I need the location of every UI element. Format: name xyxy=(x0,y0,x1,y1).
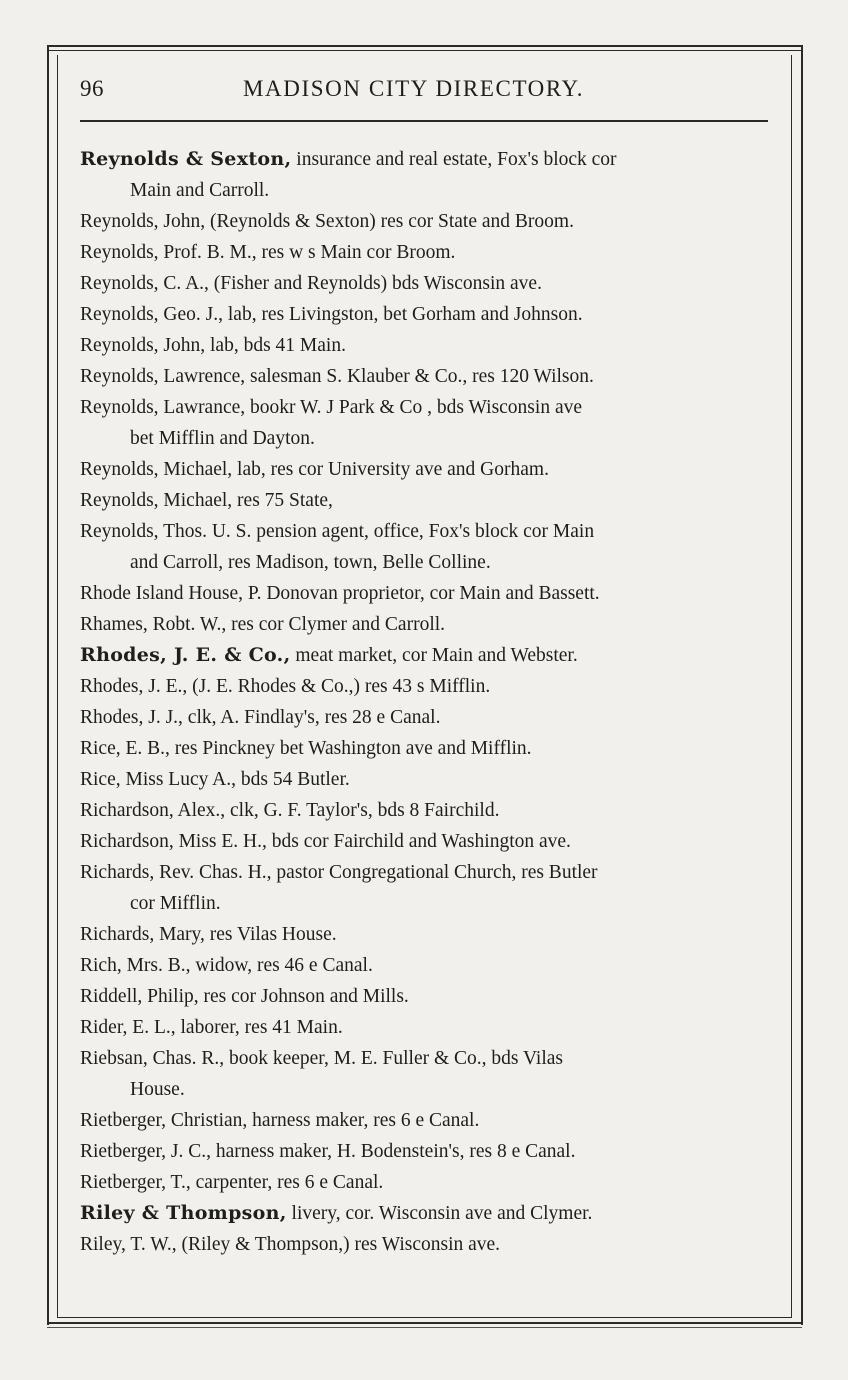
entry-continuation-line xyxy=(80,423,775,454)
entry-text: Richards, Rev. Chas. H., pastor Congregational Church, res Butler xyxy=(80,862,598,883)
entry-continuation-line xyxy=(80,888,775,919)
directory-entry xyxy=(80,330,775,361)
border-right-inner xyxy=(791,55,792,1317)
entry-business-name: Riley & Thompson, xyxy=(80,1202,287,1224)
entry-text: Reynolds, C. A., (Fisher and Reynolds) bds Wisconsin ave. xyxy=(80,273,542,294)
directory-entry xyxy=(80,485,775,516)
directory-entry xyxy=(80,1136,775,1167)
directory-entry xyxy=(80,919,775,950)
entry-continuation-line xyxy=(80,175,775,206)
directory-entries xyxy=(80,144,775,1260)
directory-entry xyxy=(80,206,775,237)
directory-entry xyxy=(80,950,775,981)
directory-entry xyxy=(80,237,775,268)
directory-entry xyxy=(80,702,775,733)
directory-entry xyxy=(80,1229,775,1260)
border-right-outer xyxy=(801,45,803,1325)
directory-entry xyxy=(80,516,775,547)
directory-entry xyxy=(80,981,775,1012)
border-top-outer xyxy=(47,45,802,47)
entry-text: Reynolds, Michael, res 75 State, xyxy=(80,490,333,511)
entry-text: cor Mifflin. xyxy=(130,893,221,914)
entry-text: Rietberger, J. C., harness maker, H. Bodenstein's, res 8 e Canal. xyxy=(80,1141,576,1162)
entry-text: Reynolds, John, (Reynolds & Sexton) res cor State and Broom. xyxy=(80,211,574,232)
entry-business-name: Rhodes, J. E. & Co., xyxy=(80,644,291,666)
directory-entry xyxy=(80,268,775,299)
entry-text: meat market, cor Main and Webster. xyxy=(290,645,578,666)
entry-text: Rietberger, Christian, harness maker, res 6 e Canal. xyxy=(80,1110,480,1131)
entry-text: Reynolds, Thos. U. S. pension agent, office, Fox's block cor Main xyxy=(80,521,595,542)
border-left-inner xyxy=(57,55,58,1317)
entry-text: Rider, E. L., laborer, res 41 Main. xyxy=(80,1017,343,1038)
entry-text: Rhode Island House, P. Donovan proprietor, cor Main and Bassett. xyxy=(80,583,600,604)
entry-continuation-line xyxy=(80,1074,775,1105)
entry-text: livery, cor. Wisconsin ave and Clymer. xyxy=(286,1203,593,1224)
entry-text: Rhodes, J. J., clk, A. Findlay's, res 28 e Canal. xyxy=(80,707,441,728)
directory-entry xyxy=(80,361,775,392)
entry-text: Reynolds, Lawrence, salesman S. Klauber & Co., res 120 Wilson. xyxy=(80,366,594,387)
entry-text: bet Mifflin and Dayton. xyxy=(130,428,315,449)
directory-entry xyxy=(80,299,775,330)
entry-text: Reynolds, Lawrance, bookr W. J Park & Co , bds Wisconsin ave xyxy=(80,397,583,418)
entry-text: and Carroll, res Madison, town, Belle Colline. xyxy=(130,552,491,573)
directory-entry xyxy=(80,857,775,888)
border-left-outer xyxy=(47,45,49,1325)
directory-entry xyxy=(80,1105,775,1136)
entry-text: Riddell, Philip, res cor Johnson and Mills. xyxy=(80,986,409,1007)
directory-entry xyxy=(80,1167,775,1198)
directory-entry xyxy=(80,392,775,423)
entry-text: Rice, Miss Lucy A., bds 54 Butler. xyxy=(80,769,350,790)
entry-text: Rhodes, J. E., (J. E. Rhodes & Co.,) res 43 s Mifflin. xyxy=(80,676,491,697)
directory-entry xyxy=(80,578,775,609)
entry-text: Richardson, Miss E. H., bds cor Fairchild and Washington ave. xyxy=(80,831,571,852)
entry-text: Richards, Mary, res Vilas House. xyxy=(80,924,337,945)
entry-text: Main and Carroll. xyxy=(130,180,270,201)
directory-entry xyxy=(80,144,775,175)
directory-entry xyxy=(80,795,775,826)
directory-entry xyxy=(80,609,775,640)
directory-entry xyxy=(80,671,775,702)
entry-text: Rice, E. B., res Pinckney bet Washington ave and Mifflin. xyxy=(80,738,532,759)
entry-text: Riley, T. W., (Riley & Thompson,) res Wisconsin ave. xyxy=(80,1234,501,1255)
entry-text: Rhames, Robt. W., res cor Clymer and Carroll. xyxy=(80,614,446,635)
entry-text: Reynolds, Prof. B. M., res w s Main cor Broom. xyxy=(80,242,456,263)
directory-entry xyxy=(80,1043,775,1074)
directory-entry xyxy=(80,733,775,764)
entry-text: Richardson, Alex., clk, G. F. Taylor's, bds 8 Fairchild. xyxy=(80,800,500,821)
entry-text: House. xyxy=(130,1079,185,1100)
border-top-inner xyxy=(47,50,802,51)
border-bottom-extra xyxy=(47,1327,802,1328)
running-head: MADISON CITY DIRECTORY. xyxy=(243,76,585,101)
entry-business-name: Reynolds & Sexton, xyxy=(80,148,292,170)
entry-text: Reynolds, Geo. J., lab, res Livingston, bet Gorham and Johnson. xyxy=(80,304,583,325)
directory-entry xyxy=(80,454,775,485)
entry-text: Reynolds, Michael, lab, res cor University ave and Gorham. xyxy=(80,459,549,480)
header-divider xyxy=(80,120,768,122)
entry-text: Riebsan, Chas. R., book keeper, M. E. Fuller & Co., bds Vilas xyxy=(80,1048,563,1069)
entry-continuation-line xyxy=(80,547,775,578)
directory-entry xyxy=(80,1012,775,1043)
entry-text: Reynolds, John, lab, bds 41 Main. xyxy=(80,335,346,356)
border-bottom-inner xyxy=(57,1317,792,1318)
page-number: 96 xyxy=(80,76,104,101)
directory-entry xyxy=(80,640,775,671)
entry-text: Rich, Mrs. B., widow, res 46 e Canal. xyxy=(80,955,373,976)
entry-text: insurance and real estate, Fox's block cor xyxy=(291,149,617,170)
directory-entry xyxy=(80,826,775,857)
directory-entry xyxy=(80,764,775,795)
directory-entry xyxy=(80,1198,775,1229)
border-bottom-outer xyxy=(47,1322,802,1324)
entry-text: Rietberger, T., carpenter, res 6 e Canal. xyxy=(80,1172,384,1193)
